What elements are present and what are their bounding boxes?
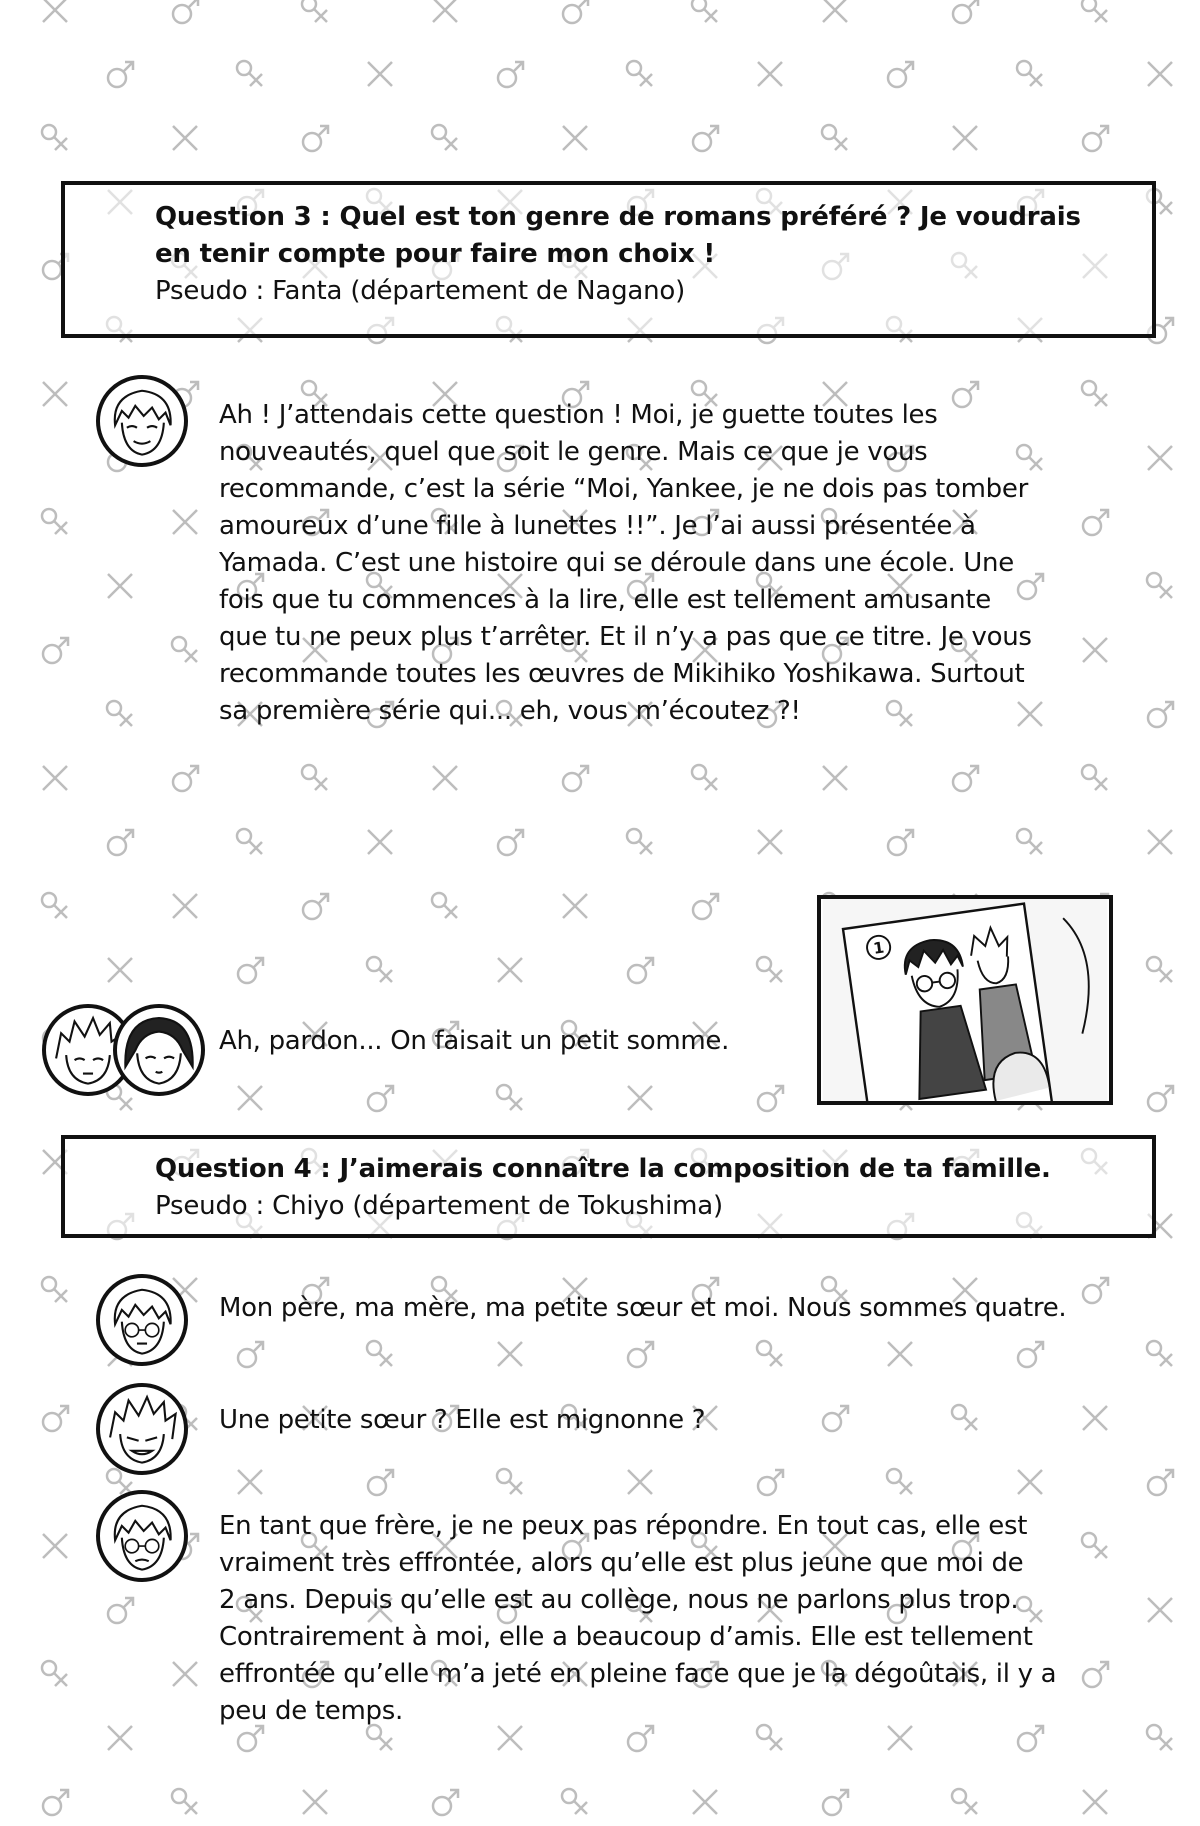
avatar-blond-boy-2 xyxy=(96,1383,188,1475)
question-3-title: Question 3 : Quel est ton genre de romans préféré ? Je voudrais en tenir compte pour faire mon choix ! xyxy=(155,202,1081,269)
book-illustration xyxy=(817,895,1113,1105)
avatar-boy-glasses-2 xyxy=(96,1274,188,1366)
question-4-box xyxy=(61,1135,1156,1238)
answer-3-text: Ah ! J’attendais cette question ! Moi, je guette toutes les nouveautés, quel que soit le genre. Mais ce que je vous recommande, c’est la série “Moi, Yankee, je ne dois pas tomber amoureux d’une fille à lunettes !!”. Je l’ai aussi présentée à Yamada. C’est une histoire qui se déroule dans une école. Une fois que tu commences à la lire, elle est tellement amusante que tu ne peux plus t’arrêter. Et il n’y a pas que ce titre. Je vous recommande toutes les œuvres de Mikihiko Yoshikawa. Surtout sa première série qui... eh, vous m’écoutez ?! xyxy=(219,400,1032,726)
answer-4-line-3: En tant que frère, je ne peux pas répondre. En tout cas, elle est vraiment très effrontée, alors qu’elle est plus jeune que moi de 2 ans. Depuis qu’elle est au collège, nous ne parlons plus trop. Contrairement à moi, elle a beaucoup d’amis. Elle est tellement effrontée qu’elle m’a jeté en pleine face que je la dégoûtais, il y a peu de temps. xyxy=(219,1511,1057,1726)
answer-4-line-1: Mon père, ma mère, ma petite sœur et moi. Nous sommes quatre. xyxy=(219,1293,1067,1323)
avatar-dark-hair-girl xyxy=(113,1004,205,1096)
avatar-boy-glasses-3 xyxy=(96,1490,188,1582)
question-3-pseudo: Pseudo : Fanta (département de Nagano) xyxy=(155,276,686,306)
question-4-pseudo: Pseudo : Chiyo (département de Tokushima) xyxy=(155,1191,723,1221)
question-4-title: Question 4 : J’aimerais connaître la composition de ta famille. xyxy=(155,1154,1051,1184)
answer-4-line-2: Une petite sœur ? Elle est mignonne ? xyxy=(219,1405,706,1435)
question-3-box xyxy=(61,181,1156,338)
avatar-boy-glasses xyxy=(96,375,188,467)
answer-3-reply-text: Ah, pardon... On faisait un petit somme. xyxy=(219,1026,730,1056)
book-volume-number: 1 xyxy=(872,938,886,958)
